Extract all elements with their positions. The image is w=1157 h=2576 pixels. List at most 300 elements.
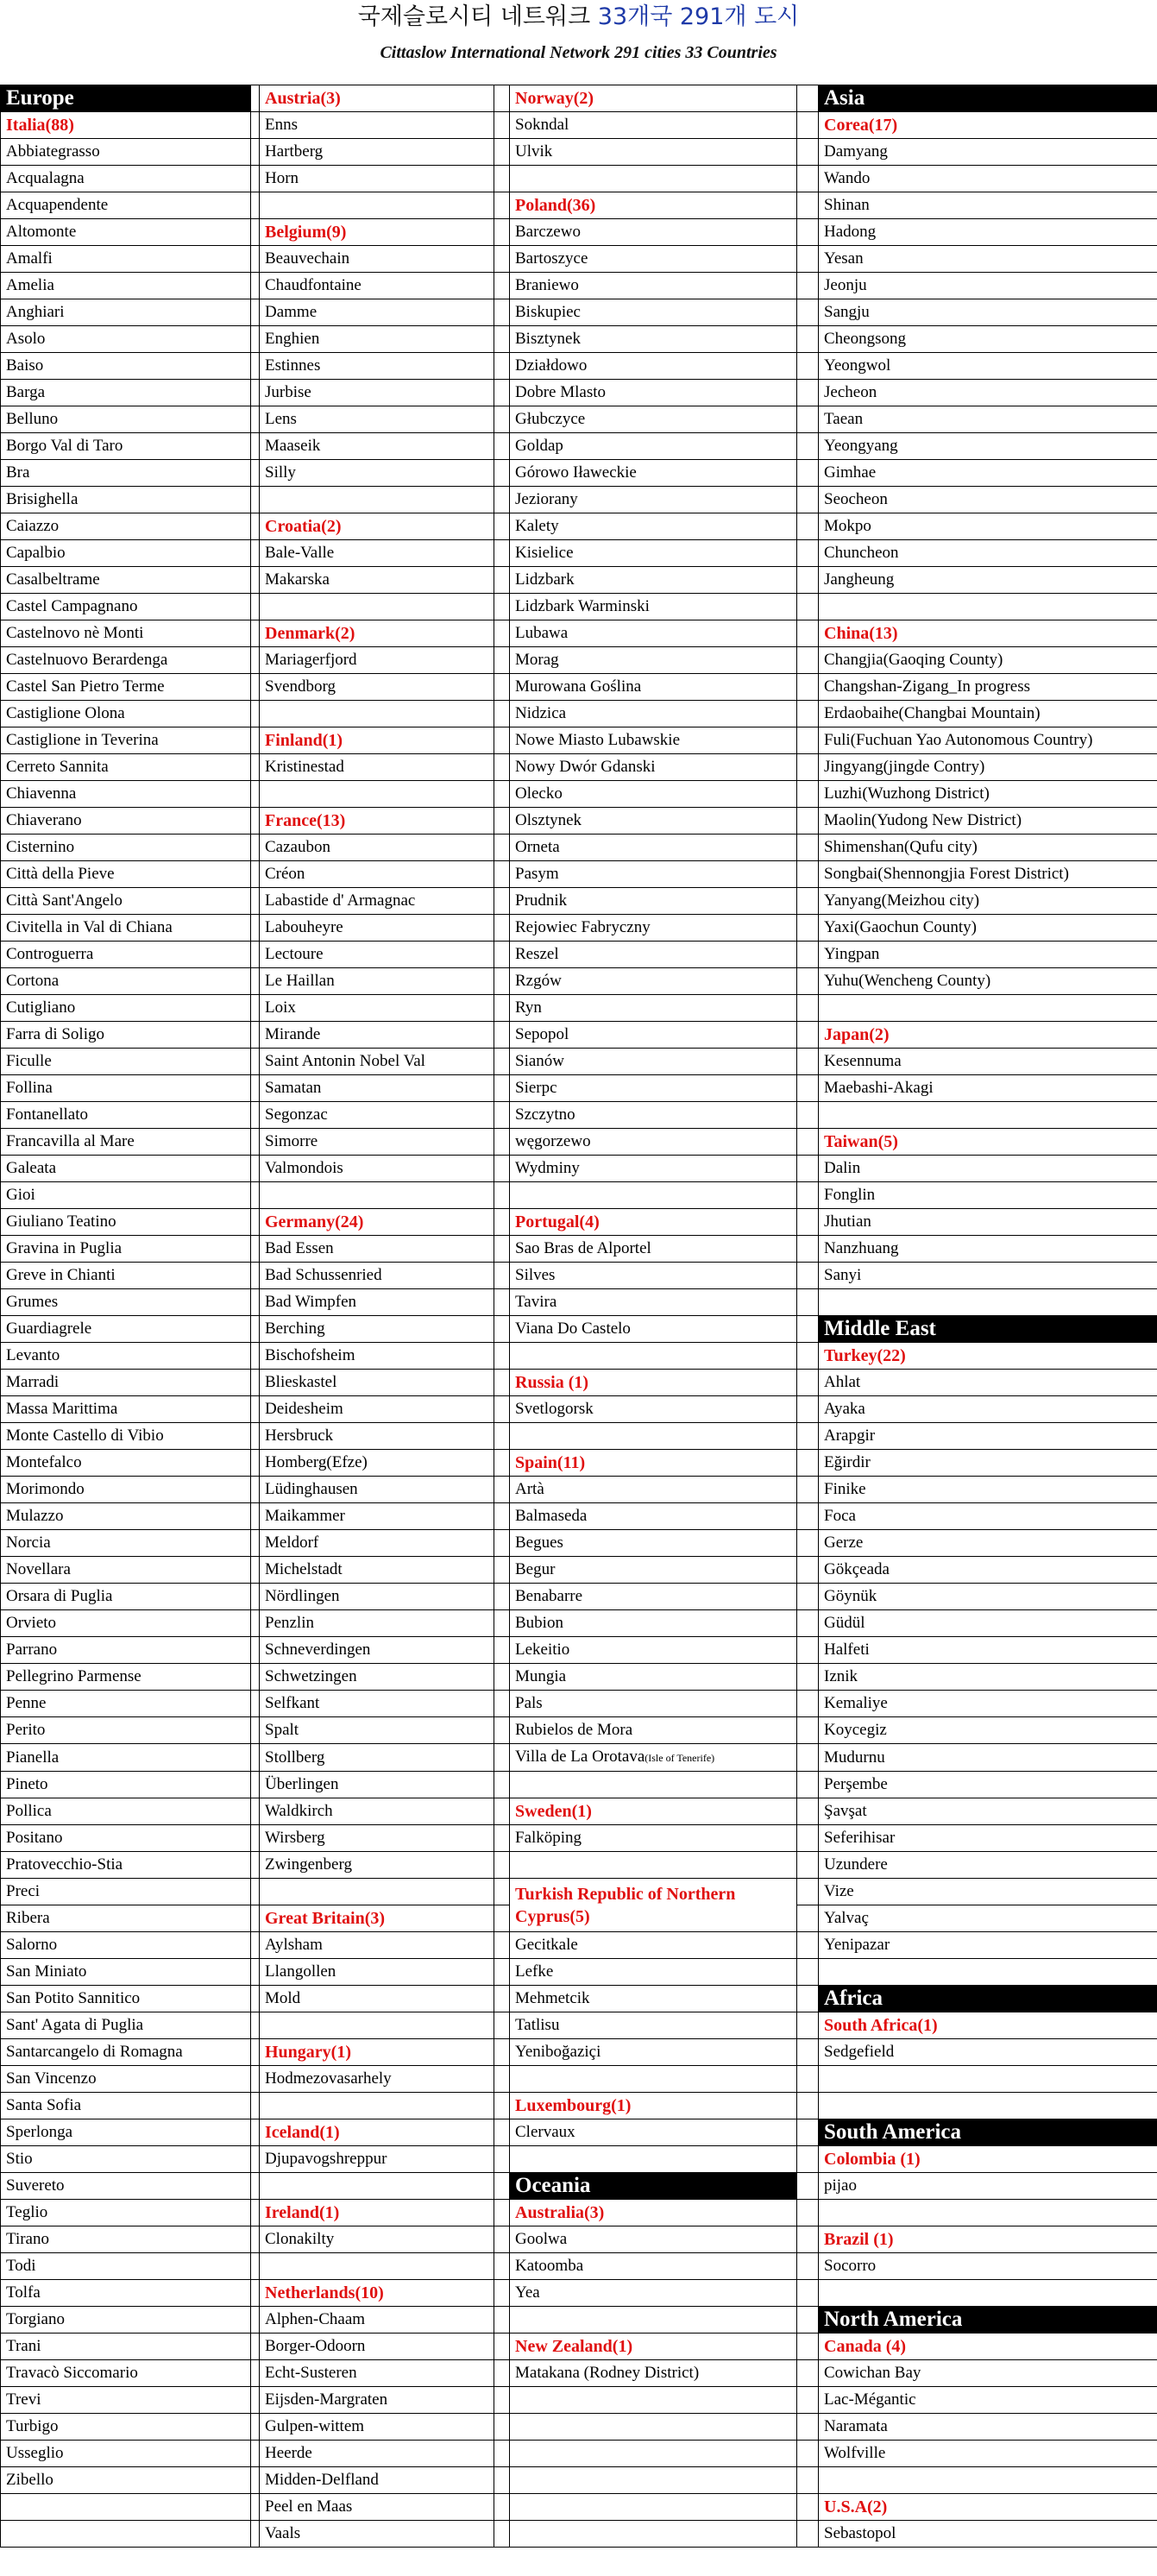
table-row [1,246,1157,273]
cell-text: Poland(36) [515,196,596,215]
cell-text: Città Sant'Angelo [6,891,123,910]
column-gap [494,1370,510,1396]
city-cell [1,1423,251,1450]
column-gap [251,192,260,219]
cell-text: Llangollen [265,1962,336,1981]
column-gap [797,1423,819,1450]
cell-text: South Africa(1) [824,2016,938,2035]
city-cell [260,1959,494,1986]
column-gap [797,487,819,513]
column-gap [797,2093,819,2119]
column-gap [797,835,819,861]
cell-text: Prudnik [515,891,568,910]
city-cell [1,1263,251,1289]
column-gap [251,2226,260,2253]
column-gap [251,273,260,299]
column-gap [251,1879,260,1905]
column-gap [797,1343,819,1370]
table-row [1,754,1157,781]
city-cell [260,1557,494,1584]
column-gap [494,1450,510,1477]
cell-text: Greve in Chianti [6,1266,116,1284]
city-cell [510,433,797,460]
city-cell [1,2146,251,2173]
cell-text: Yaxi(Gaochun County) [824,918,977,936]
table-row [1,1986,1157,2012]
cell-text: Sant' Agata di Puglia [6,2016,144,2034]
cell-text: Lidzbark [515,570,575,589]
table-row [1,1477,1157,1503]
column-gap [494,1905,510,1932]
column-gap [251,1049,260,1075]
column-gap [251,1986,260,2012]
country-header [819,2012,1157,2039]
cell-text: Casalbeltrame [6,570,100,589]
cell-text: Sepopol [515,1025,569,1043]
column-gap [494,1879,510,1905]
table-row [1,460,1157,487]
city-cell [1,1129,251,1156]
city-cell [260,1129,494,1156]
city-cell [260,1102,494,1129]
city-cell [1,1610,251,1637]
table-row [1,219,1157,246]
column-gap [251,835,260,861]
country-header [260,1209,494,1236]
table-row [1,2387,1157,2414]
city-cell [1,1825,251,1852]
column-gap [494,2039,510,2066]
cell-text: Pasym [515,865,559,883]
cell-text: Cortona [6,972,60,990]
city-cell [510,567,797,594]
column-gap [494,1557,510,1584]
column-gap [494,727,510,754]
cell-text: Mold [265,1989,301,2007]
table-row [1,1129,1157,1156]
cell-text: Begues [515,1534,563,1552]
table-row [1,2467,1157,2494]
column-gap [797,166,819,192]
cell-text: Travacò Siccomario [6,2364,138,2382]
cell-text: Nowy Dwór Gdanski [515,758,656,776]
city-cell [510,1075,797,1102]
cell-text: Great Britain(3) [265,1909,386,1928]
column-gap [797,2146,819,2173]
cell-text: Mudurnu [824,1748,885,1767]
empty-cell [260,192,494,219]
cell-text: Katoomba [515,2257,584,2275]
city-cell [1,2226,251,2253]
cell-text: Cutigliano [6,998,76,1017]
column-gap [251,2280,260,2307]
cell-text: Amalfi [6,249,53,268]
city-cell [510,2360,797,2387]
cell-text: Teglio [6,2203,48,2221]
column-gap [251,754,260,781]
cell-text: Trani [6,2337,41,2355]
column-gap [494,326,510,353]
column-gap [797,1396,819,1423]
cell-text: Alphen-Chaam [265,2310,366,2328]
column-gap [251,2173,260,2200]
cell-text: Ulvik [515,142,553,161]
cell-text: Bischofsheim [265,1346,355,1364]
table-row [1,1530,1157,1557]
cell-text: Wydminy [515,1159,580,1177]
city-cell [1,1959,251,1986]
cell-text: Wando [824,169,871,187]
city-cell [1,299,251,326]
country-header [260,1905,494,1932]
cell-text: Górowo Iławeckie [515,463,637,482]
city-cell [1,2093,251,2119]
cities-table [0,85,1157,2548]
cell-text: Reszel [515,945,559,963]
cell-text: Makarska [265,570,330,589]
column-gap [494,2521,510,2548]
column-gap [797,353,819,380]
city-cell [1,1557,251,1584]
column-gap [797,2334,819,2360]
empty-cell [260,2093,494,2119]
region-header [819,85,1157,112]
column-gap [251,2387,260,2414]
city-cell [510,1584,797,1610]
country-header [260,2039,494,2066]
city-cell [1,139,251,166]
city-cell [260,433,494,460]
cell-text: Luxembourg(1) [515,2096,632,2115]
cell-text: Città della Pieve [6,865,115,883]
column-gap [251,246,260,273]
column-gap [797,2066,819,2093]
country-header [819,2494,1157,2521]
column-gap [251,1772,260,1798]
empty-cell [510,2307,797,2334]
column-gap [494,781,510,808]
cell-text: Wolfville [824,2444,886,2462]
cell-text: Europe [6,86,74,110]
column-gap [797,513,819,540]
page-title [0,2,1157,33]
city-cell [1,1691,251,1717]
title-block [0,0,1157,86]
city-cell [260,540,494,567]
column-gap [797,1236,819,1263]
cell-text: Mungia [515,1667,567,1685]
city-cell [1,2066,251,2093]
column-gap [797,1182,819,1209]
city-cell [819,2387,1157,2414]
cell-text: Monte Castello di Vibio [6,1427,164,1445]
cell-text: Schwetzingen [265,1667,357,1685]
cell-text: Ayaka [824,1400,865,1418]
column-gap [251,808,260,835]
cell-text: Positano [6,1829,63,1847]
city-cell [510,2012,797,2039]
column-gap [494,2119,510,2146]
empty-cell [819,2093,1157,2119]
cell-text: Pratovecchio-Stia [6,1855,123,1874]
cell-text: San Potito Sannitico [6,1989,141,2007]
cell-text: Cerreto Sannita [6,758,109,776]
cell-text: Nanzhuang [824,1239,899,1257]
cell-text: Olsztynek [515,811,582,829]
city-cell [260,861,494,888]
table-row [1,1852,1157,1879]
column-gap [494,1316,510,1343]
city-cell [1,2039,251,2066]
city-cell [819,781,1157,808]
cell-text: Lidzbark Warminski [515,597,650,615]
column-gap [494,1852,510,1879]
city-cell [510,1610,797,1637]
city-cell [1,1209,251,1236]
table-row [1,2200,1157,2226]
cell-text: New Zealand(1) [515,2337,633,2356]
city-cell [1,781,251,808]
cell-text: Penzlin [265,1614,314,1632]
city-cell [510,273,797,299]
city-cell [819,2360,1157,2387]
city-cell [510,1396,797,1423]
city-cell [510,1530,797,1557]
column-gap [251,433,260,460]
cell-text: Estinnes [265,356,321,375]
city-cell [1,835,251,861]
column-gap [494,273,510,299]
table-row [1,674,1157,701]
empty-cell [510,166,797,192]
column-gap [251,353,260,380]
city-cell [260,1477,494,1503]
column-gap [797,1772,819,1798]
city-cell [1,861,251,888]
column-gap [494,219,510,246]
cell-text: Colombia (1) [824,2150,921,2169]
cell-text: Olecko [515,784,563,803]
cell-text: Brisighella [6,490,79,508]
column-gap [494,1691,510,1717]
city-cell [819,1744,1157,1772]
cell-text: South America [824,2120,962,2144]
column-gap [797,754,819,781]
cell-text: Berching [265,1319,325,1338]
cell-text: Vaals [265,2524,301,2542]
column-gap [797,567,819,594]
city-cell [510,219,797,246]
city-cell [1,754,251,781]
city-cell [510,1557,797,1584]
city-cell [1,1022,251,1049]
cell-text: Benabarre [515,1587,583,1605]
column-gap [251,1156,260,1182]
city-cell [1,674,251,701]
city-cell [260,2521,494,2548]
column-gap [797,2012,819,2039]
city-cell [260,1289,494,1316]
table-row [1,192,1157,219]
cell-text: Gulpen-wittem [265,2417,365,2435]
cell-text: Begur [515,1560,556,1578]
cell-text: Damyang [824,142,888,161]
city-cell [260,1343,494,1370]
cell-text: Svetlogorsk [515,1400,594,1418]
cell-text: Działdowo [515,356,588,375]
table-row [1,567,1157,594]
city-cell [260,1744,494,1772]
cell-text: Yeongwol [824,356,891,375]
cell-text: Socorro [824,2257,877,2275]
column-gap [494,2173,510,2200]
city-cell [1,487,251,513]
table-row [1,915,1157,942]
cell-text: Villa de La Orotava [515,1748,645,1766]
cell-text: Eijsden-Margraten [265,2390,388,2409]
city-cell [819,1852,1157,1879]
city-cell [1,2334,251,2360]
table-row [1,487,1157,513]
city-cell [1,2253,251,2280]
column-gap [494,2200,510,2226]
city-cell [260,299,494,326]
cell-text: Şavşat [824,1802,867,1820]
cell-text: Tirano [6,2230,49,2248]
region-header [819,2307,1157,2334]
city-cell [1,2280,251,2307]
cell-text: Africa [824,1987,883,2010]
column-gap [251,1610,260,1637]
column-gap [251,2093,260,2119]
table-row [1,1236,1157,1263]
city-cell [510,647,797,674]
column-gap [251,781,260,808]
city-cell [819,1263,1157,1289]
column-gap [494,567,510,594]
city-cell [819,808,1157,835]
city-cell [260,1691,494,1717]
table-row [1,1289,1157,1316]
cell-text: Canada (4) [824,2337,907,2356]
column-gap [494,112,510,139]
city-cell [1,2360,251,2387]
city-cell [1,915,251,942]
cell-text: Mulazzo [6,1507,64,1525]
cell-text: Bad Essen [265,1239,334,1257]
column-gap [494,2360,510,2387]
cell-text: Belgium(9) [265,223,347,242]
column-gap [251,1691,260,1717]
cell-text: Lüdinghausen [265,1480,358,1498]
city-cell [260,2307,494,2334]
table-row [1,2441,1157,2467]
table-row [1,1075,1157,1102]
column-gap [251,968,260,995]
country-header [260,808,494,835]
cell-text: Seferihisar [824,1829,896,1847]
column-gap [494,513,510,540]
table-row [1,1798,1157,1825]
cell-text: Amelia [6,276,54,294]
column-gap [494,2334,510,2360]
column-gap [797,2521,819,2548]
city-cell [819,2253,1157,2280]
city-cell [819,487,1157,513]
column-gap [797,1852,819,1879]
title-ko-prefix: 국제슬로시티 네트워크 [357,3,598,30]
cell-text: Castiglione in Teverina [6,731,159,749]
cell-text: Beauvechain [265,249,350,268]
cell-text: Cheongsong [824,330,906,348]
cell-text: Morimondo [6,1480,85,1498]
cell-text: Castelnovo nè Monti [6,624,144,642]
column-gap [797,1129,819,1156]
table-row [1,1156,1157,1182]
cell-text: Schneverdingen [265,1641,371,1659]
city-cell [510,995,797,1022]
city-cell [510,460,797,487]
column-gap [251,1825,260,1852]
cell-text: Gravina in Puglia [6,1239,123,1257]
empty-cell [819,995,1157,1022]
column-gap [797,139,819,166]
empty-cell [819,2200,1157,2226]
cell-text: Castelnuovo Berardenga [6,651,168,669]
cell-text: San Miniato [6,1962,87,1981]
cell-text: Spalt [265,1721,299,1739]
cell-text: Sebastopol [824,2524,896,2542]
country-header [510,2093,797,2119]
column-gap [797,2119,819,2146]
cell-text: Nördlingen [265,1587,340,1605]
column-gap [251,861,260,888]
table-row [1,1450,1157,1477]
country-header [260,2200,494,2226]
cell-text: Braniewo [515,276,579,294]
city-cell [1,1102,251,1129]
city-cell [819,1637,1157,1664]
table-row [1,2012,1157,2039]
column-gap [494,1396,510,1423]
empty-cell [510,2521,797,2548]
city-cell [819,835,1157,861]
cell-text: Stio [6,2150,33,2168]
country-header [819,2146,1157,2173]
city-cell [819,1691,1157,1717]
city-cell [1,1530,251,1557]
city-cell [1,942,251,968]
column-gap [494,1798,510,1825]
table-row [1,273,1157,299]
cell-note: (Isle of Tenerife) [645,1752,715,1764]
cell-text: Parrano [6,1641,58,1659]
table-row [1,1717,1157,1744]
column-gap [251,299,260,326]
column-gap [494,594,510,620]
city-cell [260,2146,494,2173]
column-gap [251,1343,260,1370]
cell-text: Songbai(Shennongjia Forest District) [824,865,1069,883]
column-gap [797,2173,819,2200]
column-gap [494,139,510,166]
column-gap [494,1986,510,2012]
cell-text: Yingpan [824,945,880,963]
city-cell [1,1744,251,1772]
column-gap [797,299,819,326]
column-gap [251,1316,260,1343]
country-header [819,620,1157,647]
